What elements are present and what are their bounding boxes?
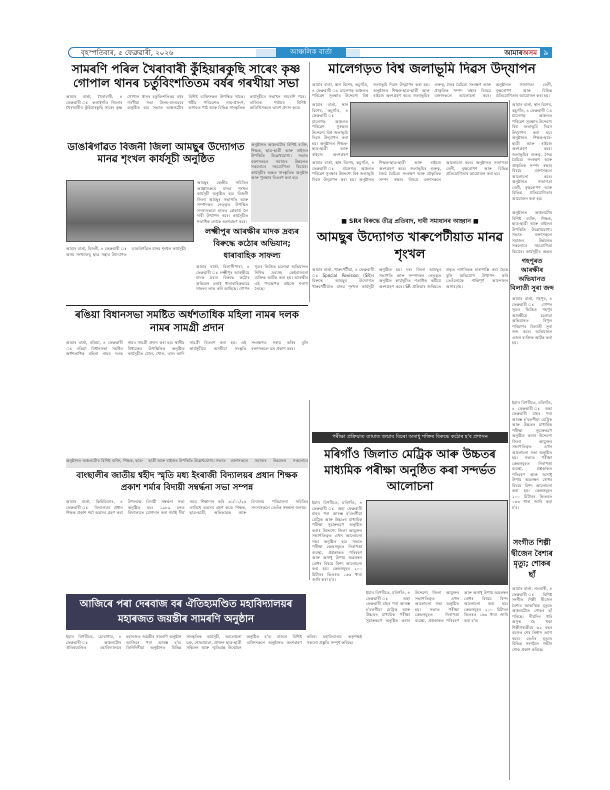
- headline-a1: সামৰণি পৰিল খৈৰাবাৰী কুঁহিয়াৰকুছি সাৰেং কৃষ্ণ গোপাল থানৰ চৰ্তুবিংশতিতম বৰ্ষৰ গৰখীয়া সভা: [71, 62, 301, 90]
- headline-a7: ৰঙিয়া বিধানসভা সমষ্টিত অৰ্ধশতাধিক মহিলা নামৰ দলক নামৰ সামগ্ৰী প্ৰদান: [75, 310, 299, 334]
- headline-a4: মালেগড়ত বিশ্ব জলাভূমি দিৱস উদ্‌যাপন: [328, 62, 536, 77]
- article-body-a6: আমাৰ বাৰ্তা, গহপুৰ, ৪ ফেব্ৰুৱাৰী ঃ গোপন সূত্ৰৰ ভিত্তিত গহপুৰ আৰক্ষীয়ে চলোৱা অভিযানত বিপুল পৰিমাণৰ বিলাতী সুৰা জব্দ কৰে। অভিযানত এজন ব্যক্তিক আটক কৰা হয়।: [512, 296, 552, 345]
- column-rule: [509, 100, 510, 780]
- headline-a8: বাংছালীৰ জাতীয় শ্বহীদ স্মৃতি মধ্য ইংৰাজী বিদ্যালয়ৰ প্ৰধান শিক্ষক প্ৰকাশ শৰ্মাৰ বিদায়ী সম্বৰ্দ্ধনা সভা সম্পন্ন: [76, 471, 298, 493]
- article-body-a5: আমাৰ বাৰ্তা, খাৰুপেটীয়া, ৪ ফেব্ৰুৱাৰী ঃ Special Revision (SR)ৰ বিৰুদ্ধে আমছুৰ উদ্যোগত খাৰুপেটীয়াত মানৱ শৃংখল কাৰ্যসূচী অনুষ্ঠিত হয়। দৰং জিলা আমছুৰ সভাপতি আৰু সম্পাদকৰ নেতৃত্বত অনুষ্ঠিত কাৰ্যসূচীত শতাধিক কৰ্মীয়ে অংশগ্ৰহণ কৰে। SR প্ৰক্ৰিয়াৰ জৰিয়তে প্ৰকৃত নাগৰিকক হাৰাশাস্তি কৰা হৈছে বুলি অভিযোগ উত্থাপন কৰি তেওঁলোকে শান্তিপূৰ্ণ আন্দোলন আগবঢ়ায়।: [312, 267, 508, 289]
- article-body-a9: ইয়াৰ বিপৰীতে, মৰিগাঁও, ৪ ফেব্ৰুৱাৰী ঃ অহা ফেব্ৰুৱাৰী মাহৰ পৰা আৰম্ভ হ'বলগীয়া মেট্ৰিক আৰু উচ্চতৰ মাধ্যমিক পৰীক্ষা সুচাৰুৰূপে অনুষ্ঠিত কৰাৰ উদ্দেশ্যে জিলা আয়ুক্তৰ সভাপতিত্বত এখন আলোচনা সভা অনুষ্ঠিত হয়। সভাত পৰীক্ষা কেন্দ্ৰসমূহত নিৰাপত্তা ব্যৱস্থা, প্ৰশ্নকাকত পৰিবহণ আৰু অসাধু উপায় অৱলম্বন ৰোধৰ বিষয়ে বিশদ আলোচনা কৰা হয়। কেন্দ্ৰসমূহৰ ২০০ মিটাৰৰ ভিতৰত ১৬৩ ধাৰা জাৰি কৰা হ'ব।: [366, 590, 508, 623]
- article-body-a1: আমাৰ বাৰ্তা, খৈৰাবাৰী, ৪ ফেব্ৰুৱাৰী ঃ কলাইগাঁও জিলাৰ খৈৰাবাৰীৰ কুঁহিয়াৰকুছি সাৰেং কৃষ্ণ গোপাল থানৰ চৰ্তুবিংশতিতম বৰ্ষৰ গৰখীয়া সভা উলহ-মালহেৰে অনুষ্ঠিত হয়। সভাত অঞ্চলটোৰ বিশিষ্ট ব্যক্তিসকল উপস্থিত থাকে। ধৰ্মীয় পৰিৱেশত নাম-প্ৰসংগ, ভাগৱত পাঠ আৰু বিভিন্ন সাংস্কৃতিক কাৰ্যসূচীৰে সভাখন সামৰণি পৰে। ৰাজ্যিক পৰ্যায়ৰ বিশিষ্ট অতিথিসকলে ভাষণ প্ৰদান কৰে।: [66, 94, 306, 110]
- article-body-a10: আমাৰ বাৰ্তা, নলবাৰী, ৪ ফেব্ৰুৱাৰী ঃ বিশিষ্ট সংগীত শিল্পী দ্বীজেন বৈশ্যৰ আকস্মিক মৃত্যুত অঞ্চলটোত শোকৰ ছাঁ পৰিছে। দীৰ্ঘদিন ধৰি অসুস্থ হৈ থকা শিল্পীগৰাকীয়ে ৬২ বছৰ বয়সত শেষ নিশ্বাস ত্যাগ কৰে। তেওঁৰ মৃত্যুত বিভিন্ন সংগঠনে গভীৰ শোক প্ৰকাশ কৰিছে।: [512, 586, 552, 652]
- article-body-a9-left: ইয়াৰ বিপৰীতে, মৰিগাঁও, ৪ ফেব্ৰুৱাৰী ঃ অহা ফেব্ৰুৱাৰী মাহৰ পৰা আৰম্ভ হ'বলগীয়া মেট্ৰিক আৰু উচ্চতৰ মাধ্যমিক পৰীক্ষা সুচাৰুৰূপে অনুষ্ঠিত কৰাৰ উদ্দেশ্যে জিলা আয়ুক্তৰ সভাপতিত্বত এখন আলোচনা সভা অনুষ্ঠিত হয়। সভাত পৰীক্ষা কেন্দ্ৰসমূহত নিৰাপত্তা ব্যৱস্থা, প্ৰশ্নকাকত পৰিবহণ আৰু অসাধু উপায় অৱলম্বন ৰোধৰ বিষয়ে বিশদ আলোচনা কৰা হয়। কেন্দ্ৰসমূহৰ ২০০ মিটাৰৰ ভিতৰত ১৬৩ ধাৰা জাৰি কৰা হ'ব।: [312, 500, 362, 582]
- photo-human-chain: [66, 180, 194, 242]
- headline-a5: আমছুৰ উদ্যোগত খাৰুপেটীয়াত মানৱ শৃংখল: [316, 229, 504, 261]
- headline-a6: গহপুৰত আৰক্ষীৰ অভিযানত বিলাতী সুৰা জব্দ: [510, 257, 554, 292]
- header-band: [346, 49, 360, 57]
- article-body-a11: ইয়াৰ বিপৰীতে, চোৰাগাম, ৪ ফেব্ৰুৱাৰী ঃ অঞ্চলটোৰ ঐতিহ্যমণ্ডিত মহাবিদ্যালয়ৰ মহাৰজত জয়ন্তীৰ সামৰণি অনুষ্ঠান আজিৰে পৰা আৰম্ভ হ'ব। তিনিদিনীয়া অনুষ্ঠানত বিভিন্ন সাংস্কৃতিক কাৰ্যসূচী, আলোচনা চক্ৰ, শোভাযাত্ৰা, প্ৰাক্তন ছাত্ৰ-ছাত্ৰী সন্মিলন আৰু স্মৃতিগ্ৰন্থ উন্মোচন অনুষ্ঠিত হ'ব। ৰাজ্যৰ বিশিষ্ট ব্যক্তিসকলে অনুষ্ঠানত অংশগ্ৰহণ কৰিব। মহাবিদ্যালয় কৰ্তৃপক্ষই সকলো প্ৰস্তুতি সম্পূৰ্ণ কৰিছে।: [66, 634, 362, 650]
- kicker-a9: পৰীক্ষা প্ৰক্ৰিয়াত ব্যাঘাত জন্মাব বিচৰা অসাধু শক্তিৰ বিৰুদ্ধে কঠোৰ হ'ব প্ৰশাসন: [312, 432, 508, 443]
- article-continued: অনুষ্ঠানত অঞ্চলটোৰ বিশিষ্ট ব্যক্তি, শিক্ষক, ছাত্ৰ-ছাত্ৰী আৰু ৰাইজৰ উপস্থিতি উল্লেখযোগ্য। সভাত বক্তাসকলে সমাজৰ উন্নয়নত সকলোৰে সহযোগিতা বিচাৰে। কাৰ্যসূচীৰ অন্তত: [512, 210, 552, 254]
- kicker-a5: ■ SRৰ বিৰুদ্ধে তীব্ৰ প্ৰতিবাদ, দাবী সমাধানৰ আহ্বান ■: [341, 218, 479, 225]
- headline-a2: ডাঙৰিগাঁৱত বিজনী জিলা আমছুৰ উদ্যোগত মানৱ শৃংখল কাৰ্যসূচী অনুষ্ঠিত: [67, 142, 245, 165]
- page-header-strip: [68, 47, 552, 58]
- issue-date: বৃহস্পতিবাৰ, ৫ ফেব্ৰুৱাৰী, ২০২৬: [81, 49, 174, 57]
- page-number: ৯: [540, 47, 552, 58]
- column-rule: [309, 400, 310, 580]
- column-rule: [309, 62, 310, 302]
- article-body-a2: আমছুৰ কেন্দ্ৰীয় সমিতিৰ আহ্বানক্ৰমে মানৱ শৃংখল কাৰ্যসূচী অনুষ্ঠিত হয়। বিজনী জিলা আমছুৰ সভাপতি আৰু সম্পাদকৰ নেতৃত্বত উপস্থিত সদস্যসকলে হাতত প্লেকাৰ্ড লৈ দাবী উত্থাপন কৰে। কাৰ্যসূচীত শতাধিক লোকে অংশগ্ৰহণ কৰে।: [197, 180, 248, 224]
- logo-text: আমাৰ: [504, 49, 523, 57]
- photo-meeting-hall: [366, 500, 508, 585]
- article-body-a4-intro: আমাৰ বাৰ্তা, স্থান বিশেষ, কচুগাঁও, ৪ ফেব্ৰুৱাৰী ঃ মালেগড় অঞ্চলত পৰিৱেশ সুৰক্ষাৰ উদ্দেশ্যে বিশ্ব জলাভূমি দিৱস উদ্‌যাপন কৰা হয়। অনুষ্ঠানত শিক্ষক-ছাত্ৰ-ছাত্ৰী আৰু ৰাইজে অংশগ্ৰহণ কৰে। জলাভূমিৰ গুৰুত্ব, জৈৱ বৈচিত্ৰ্য সংৰক্ষণ আৰু প্ৰাকৃতিক সম্পদ ৰক্ষাৰ বিষয়ে বক্তাসকলে আলোচনা কৰে। অনুষ্ঠানত সজাগতা ৰেলী, বৃক্ষৰোপণ আৰু বিভিন্ন প্ৰতিযোগিতাৰ আয়োজন কৰা হয়।: [312, 82, 552, 98]
- article-continued: অনুষ্ঠানত অঞ্চলটোৰ বিশিষ্ট ব্যক্তি, শিক্ষক, ছাত্ৰ-ছাত্ৰী আৰু ৰাইজৰ উপস্থিতি উল্লেখযোগ্য। সভাত বক্তাসকলে সমাজৰ উন্নয়নত সকলোৰে সহযোগিতা বিচাৰে। কাৰ্যসূচীৰ অন্তত সাংস্কৃতিক অনুষ্ঠান আৰু পুৰস্কাৰ বিতৰণ কৰা হয়।: [251, 142, 308, 222]
- article-body-a4: আমাৰ বাৰ্তা, স্থান বিশেষ, কচুগাঁও, ৪ ফেব্ৰুৱাৰী ঃ মালেগড় অঞ্চলত পৰিৱেশ সুৰক্ষাৰ উদ্দেশ্যে বিশ্ব জলাভূমি দিৱস উদ্‌যাপন কৰা হয়। অনুষ্ঠানত শিক্ষক-ছাত্ৰ-ছাত্ৰী আৰু ৰাইজে অংশগ্ৰহণ কৰে। জলাভূমিৰ গুৰুত্ব, জৈৱ বৈচিত্ৰ্য সংৰক্ষণ আৰু প্ৰাকৃতিক সম্পদ ৰক্ষাৰ বিষয়ে বক্তাসকলে আলোচনা কৰে। অনুষ্ঠানত সজাগতা ৰেলী, বৃক্ষৰোপণ আৰু বিভিন্ন প্ৰতিযোগিতাৰ আয়োজন কৰা হয়।: [312, 160, 508, 182]
- article-body-a9-right: ইয়াৰ বিপৰীতে, মৰিগাঁও, ৪ ফেব্ৰুৱাৰী ঃ অহা ফেব্ৰুৱাৰী মাহৰ পৰা আৰম্ভ হ'বলগীয়া মেট্ৰিক আৰু উচ্চতৰ মাধ্যমিক পৰীক্ষা সুচাৰুৰূপে অনুষ্ঠিত কৰাৰ উদ্দেশ্যে জিলা আয়ুক্তৰ সভাপতিত্বত এখন আলোচনা সভা অনুষ্ঠিত হয়। সভাত পৰীক্ষা কেন্দ্ৰসমূহত নিৰাপত্তা ব্যৱস্থা, প্ৰশ্নকাকত পৰিবহণ আৰু অসাধু উপায় অৱলম্বন ৰোধৰ বিষয়ে বিশদ আলোচনা কৰা হয়। কেন্দ্ৰসমূহৰ ২০০ মিটাৰৰ ভিতৰত ১৬৩ ধাৰা জাৰি কৰা হ'ব।: [512, 400, 552, 510]
- newspaper-logo: [504, 48, 537, 58]
- article-footnote: অনুষ্ঠানত অঞ্চলটোৰ বিশিষ্ট ব্যক্তি, শিক্ষক, ছাত্ৰ-ছাত্ৰী আৰু ৰাইজৰ উপস্থিতি উল্লেখযোগ্য। সভাত বক্তাসকলে সমাজৰ উন্নয়নত সকলোৰে: [66, 458, 308, 468]
- headline-a3: লক্ষ্মীপুৰ আৰক্ষীৰ মাদক দ্ৰব্যৰ বিৰুদ্ধে কঠোৰ অভিযান; ধাৰাবাহিক সাফল্য: [205, 227, 299, 260]
- article-body-a4-right: আমাৰ বাৰ্তা, স্থান বিশেষ, কচুগাঁও, ৪ ফেব্ৰুৱাৰী ঃ মালেগড় অঞ্চলত পৰিৱেশ সুৰক্ষাৰ উদ্দেশ্যে বিশ্ব জলাভূমি দিৱস উদ্‌যাপন কৰা হয়। অনুষ্ঠানত শিক্ষক-ছাত্ৰ-ছাত্ৰী আৰু ৰাইজে অংশগ্ৰহণ কৰে। জলাভূমিৰ গুৰুত্ব, জৈৱ বৈচিত্ৰ্য সংৰক্ষণ আৰু প্ৰাকৃতিক সম্পদ ৰক্ষাৰ বিষয়ে বক্তাসকলে আলোচনা কৰে। অনুষ্ঠানত সজাগতা ৰেলী, বৃক্ষৰোপণ আৰু বিভিন্ন প্ৰতিযোগিতাৰ আয়োজন কৰা হয়।: [512, 102, 552, 201]
- headline-a11: আজিৰে পৰা দেৰবাজ বৰ ঐতিহ্যমণ্ডিত মহাবিদ্যালয়ৰ মহাৰজত জয়ন্তীৰ সামৰণি অনুষ্ঠান: [79, 599, 293, 625]
- article-body-a3: আমাৰ বাৰ্তা, বিলাসীপাৰা, ৪ ফেব্ৰুৱাৰী ঃ লক্ষ্মীপুৰ আৰক্ষীয়ে মাদক দ্ৰব্যৰ বিৰুদ্ধে কঠোৰ অভিযান চলাই ধাৰাবাহিকভাৱে সাফল্য লাভ কৰি আহিছে। গোপন সূত্ৰৰ ভিত্তিত চলোৱা অভিযানত নিষিদ্ধ দ্ৰব্যসহ কেইবাজনো ব্যক্তিক আটক কৰা হয়। আৰক্ষীৰ এই পদক্ষেপক ৰাইজে শলাগ লৈছে।: [196, 264, 308, 291]
- logo-text-accent: অসম: [522, 49, 537, 57]
- article-body-a4-side: আমাৰ বাৰ্তা, স্থান বিশেষ, কচুগাঁও, ৪ ফেব্ৰুৱাৰী ঃ মালেগড় অঞ্চলত পৰিৱেশ সুৰক্ষাৰ উদ্দেশ্যে বিশ্ব জলাভূমি দিৱস উদ্‌যাপন কৰা হয়। অনুষ্ঠানত শিক্ষক-ছাত্ৰ-ছাত্ৰী আৰু ৰাইজে অংশগ্ৰহণ: [312, 102, 348, 157]
- headline-a10: সংগীত শিল্পী দ্বীজেন বৈশ্যৰ মৃত্যু; শোকৰ ছাঁ: [511, 538, 553, 579]
- article-body-a7: আমাৰ বাৰ্তা, ৰঙিয়া, ৪ ফেব্ৰুৱাৰী ঃ ৰঙিয়া বিধানসভা সমষ্টিৰ অৰ্ধশতাধিক মহিলা নামৰ দলক নামৰ সামগ্ৰী প্ৰদান কৰা হয়। স্থানীয় বিধায়কৰ উপস্থিতিত অনুষ্ঠিত কাৰ্যসূচীত ঢোল, খোল, তাল আদি সামগ্ৰী বিতৰণ কৰা হয়। এই কাৰ্যসূচীয়ে অসমীয়া সংস্কৃতি সংৰক্ষণত সহায় কৰিব বুলি বক্তাসকলে মত প্ৰকাশ কৰে।: [66, 340, 308, 356]
- headline-a9: মৰিগাঁও জিলাত মেট্ৰিক আৰু উচ্চতৰ মাধ্যমিক পৰীক্ষা অনুষ্ঠিত কৰা সন্দৰ্ভত আলোচনা: [324, 447, 496, 493]
- section-divider: [66, 305, 308, 306]
- article-body-a8: আমাৰ বাৰ্তা, কিচিচিজাৰ, ৪ ফেব্ৰুৱাৰী ঃ বিদ্যালয়ৰ প্ৰধান শিক্ষক প্ৰকাশ শৰ্মা অৱসৰ গ্ৰহণ কৰা উপলক্ষে বিদায়ী সম্বৰ্দ্ধনা সভা অনুষ্ঠিত হয়। ১৯৮৯ চনত বিদ্যালয়ত যোগদান কৰা শৰ্মাই দীৰ্ঘ সময় শিক্ষাদান কৰি ৩১/০১/২৬ তাৰিখে অৱসৰ গ্ৰহণ কৰে। শিক্ষক, ছাত্ৰ-ছাত্ৰী, অভিভাৱক আৰু বিদ্যালয় পৰিচালনা সমিতিৰ সদস্যসকলে তেওঁক সম্বৰ্দ্ধনা জনায়।: [66, 499, 308, 515]
- banner-a11: [66, 594, 306, 630]
- section-label: আঞ্চলিক বাৰ্তা: [276, 47, 346, 58]
- photo-wetland-day: [350, 102, 508, 157]
- header-band: [256, 49, 276, 57]
- photo-caption-a2: আমাৰ বাৰ্তা, বিজনী, ৪ ফেব্ৰুৱাৰী ঃ অসম সংখ্যালঘু ছাত্ৰ সন্থাৰ উদ্যোগত ডাঙৰিগাঁৱত মানৱ শৃংখল কাৰ্যসূচী।: [66, 246, 187, 257]
